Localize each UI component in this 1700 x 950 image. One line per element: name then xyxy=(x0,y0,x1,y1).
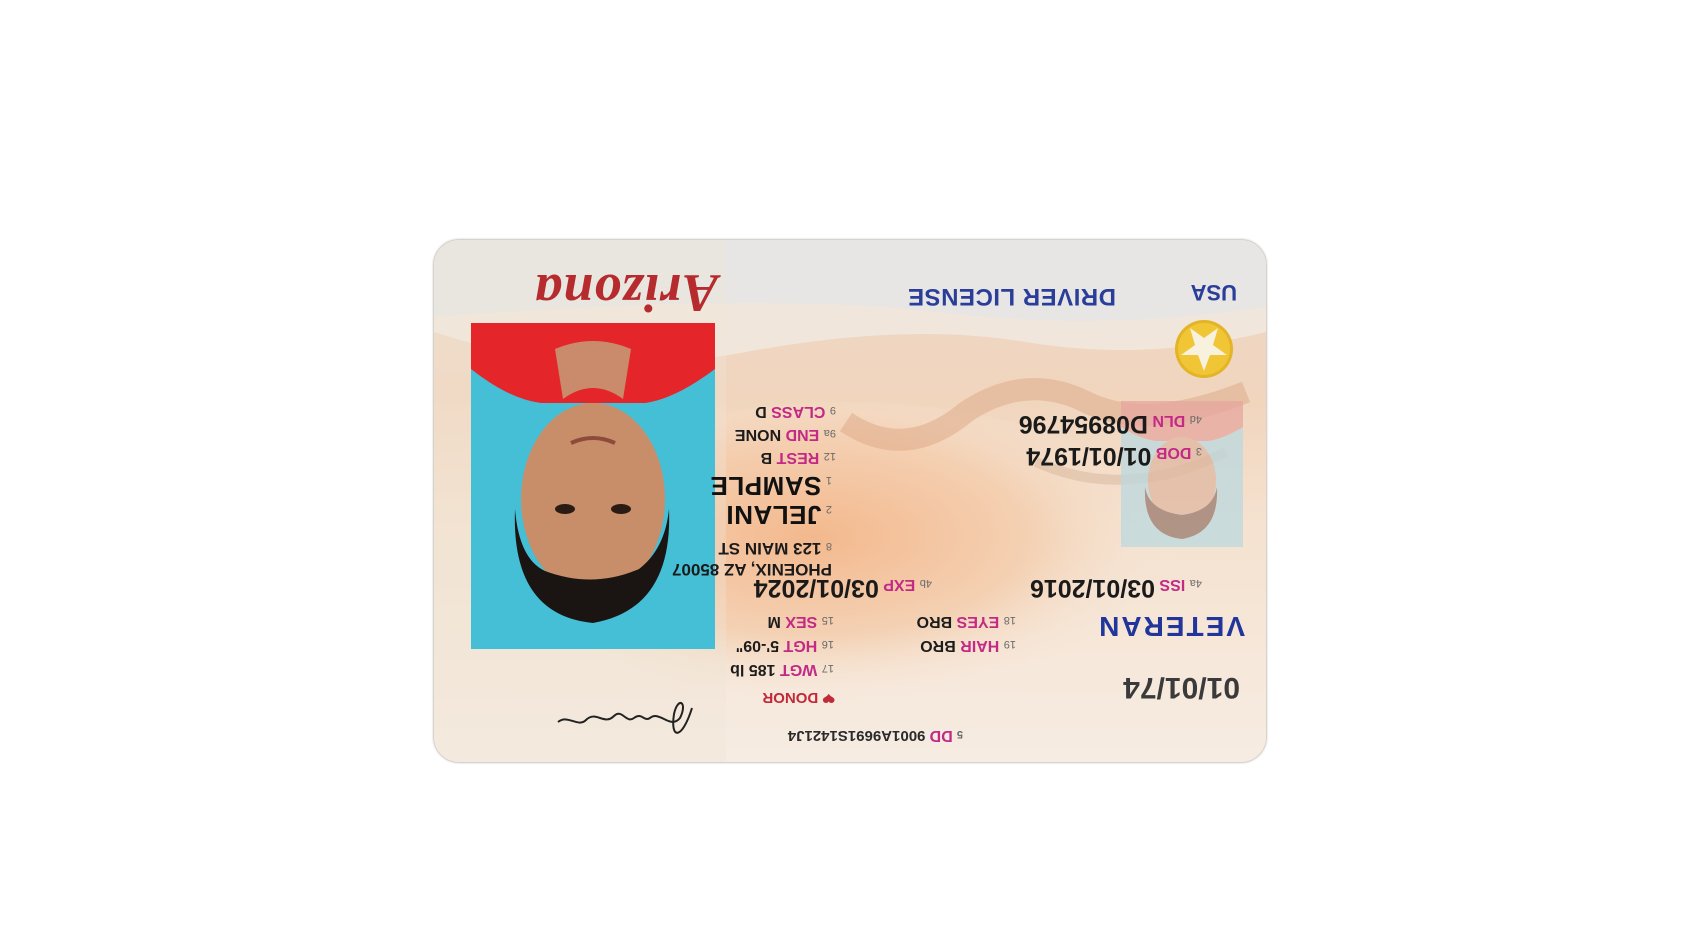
dln-label: DLN xyxy=(1152,412,1186,429)
address-line2: PHOENIX, AZ 85007 xyxy=(672,560,832,579)
document-type: DRIVER LICENSE xyxy=(907,283,1116,310)
dd-label: DD xyxy=(929,727,953,744)
exp-num: 4b xyxy=(919,577,932,589)
hair-value: BRO xyxy=(920,637,956,654)
end-value: NONE xyxy=(734,426,782,443)
rest-num: 12 xyxy=(823,450,836,462)
iss-num: 4a xyxy=(1189,577,1202,589)
dob-num: 3 xyxy=(1195,445,1202,457)
wgt-label: WGT xyxy=(779,661,818,678)
address-row xyxy=(718,538,832,558)
wgt-value: 185 lb xyxy=(730,661,776,678)
end-num: 9a xyxy=(823,427,836,439)
heart-icon: ❤ xyxy=(822,689,835,706)
donor-label: DONOR xyxy=(762,689,819,706)
sex-num: 15 xyxy=(821,614,834,626)
dln-row xyxy=(1019,409,1202,438)
hair-label: HAIR xyxy=(960,637,1000,654)
hair-num: 19 xyxy=(1003,638,1016,650)
dob-large: 01/01/74 xyxy=(1123,671,1240,704)
iss-row xyxy=(1030,573,1202,602)
donor-indicator xyxy=(762,689,835,707)
last-name-num: 1 xyxy=(825,474,832,486)
first-name: JELANI xyxy=(725,500,822,530)
sex-label: SEX xyxy=(785,613,818,630)
dob-label: DOB xyxy=(1155,444,1192,461)
wgt-num: 17 xyxy=(821,662,834,674)
end-label: END xyxy=(785,426,820,443)
dln-num: 4d xyxy=(1189,413,1202,425)
hgt-value: 5'-09" xyxy=(735,637,780,654)
end-row xyxy=(735,425,836,443)
first-name-num: 2 xyxy=(825,503,832,515)
class-label: CLASS xyxy=(771,403,826,420)
iss-value: 03/01/2016 xyxy=(1029,574,1156,602)
rest-label: REST xyxy=(776,449,820,466)
dob-row xyxy=(1026,441,1202,470)
class-row xyxy=(755,402,836,420)
eyes-num: 18 xyxy=(1003,614,1016,626)
signature xyxy=(550,692,700,748)
eyes-label: EYES xyxy=(956,613,1000,630)
dob-value: 01/01/1974 xyxy=(1026,442,1152,470)
hgt-label: HGT xyxy=(783,637,818,654)
eyes-row xyxy=(917,612,1016,630)
wgt-row xyxy=(730,660,834,678)
last-name-row xyxy=(710,470,832,501)
dd-value: 9001A9691S1421J4 xyxy=(787,727,926,744)
first-name-row xyxy=(726,499,832,530)
address-line1: 123 MAIN ST xyxy=(718,539,822,558)
sex-row xyxy=(768,612,835,630)
dln-value: D08954796 xyxy=(1018,410,1148,438)
dd-row xyxy=(788,726,963,744)
class-value: D xyxy=(755,403,767,420)
sex-value: M xyxy=(767,613,781,630)
veteran-label: VETERAN xyxy=(1097,611,1245,642)
rest-value: B xyxy=(760,449,773,466)
hgt-row xyxy=(736,636,834,654)
last-name: SAMPLE xyxy=(710,471,822,501)
exp-label: EXP xyxy=(883,576,916,593)
portrait-figure xyxy=(471,323,715,649)
class-num: 9 xyxy=(829,404,836,416)
state-title: Arizona xyxy=(533,263,718,323)
portrait-photo xyxy=(471,323,715,649)
country-label: USA xyxy=(1190,280,1237,305)
star-seal-icon xyxy=(1174,319,1234,379)
exp-value: 03/01/2024 xyxy=(753,574,879,602)
iss-label: ISS xyxy=(1159,576,1186,593)
address-num: 8 xyxy=(825,540,832,552)
hair-row xyxy=(920,636,1016,654)
eyes-value: BRO xyxy=(916,613,953,630)
hgt-num: 16 xyxy=(821,638,834,650)
dd-num: 5 xyxy=(956,728,963,740)
drivers-license-card xyxy=(433,239,1267,763)
rest-row xyxy=(761,448,836,466)
